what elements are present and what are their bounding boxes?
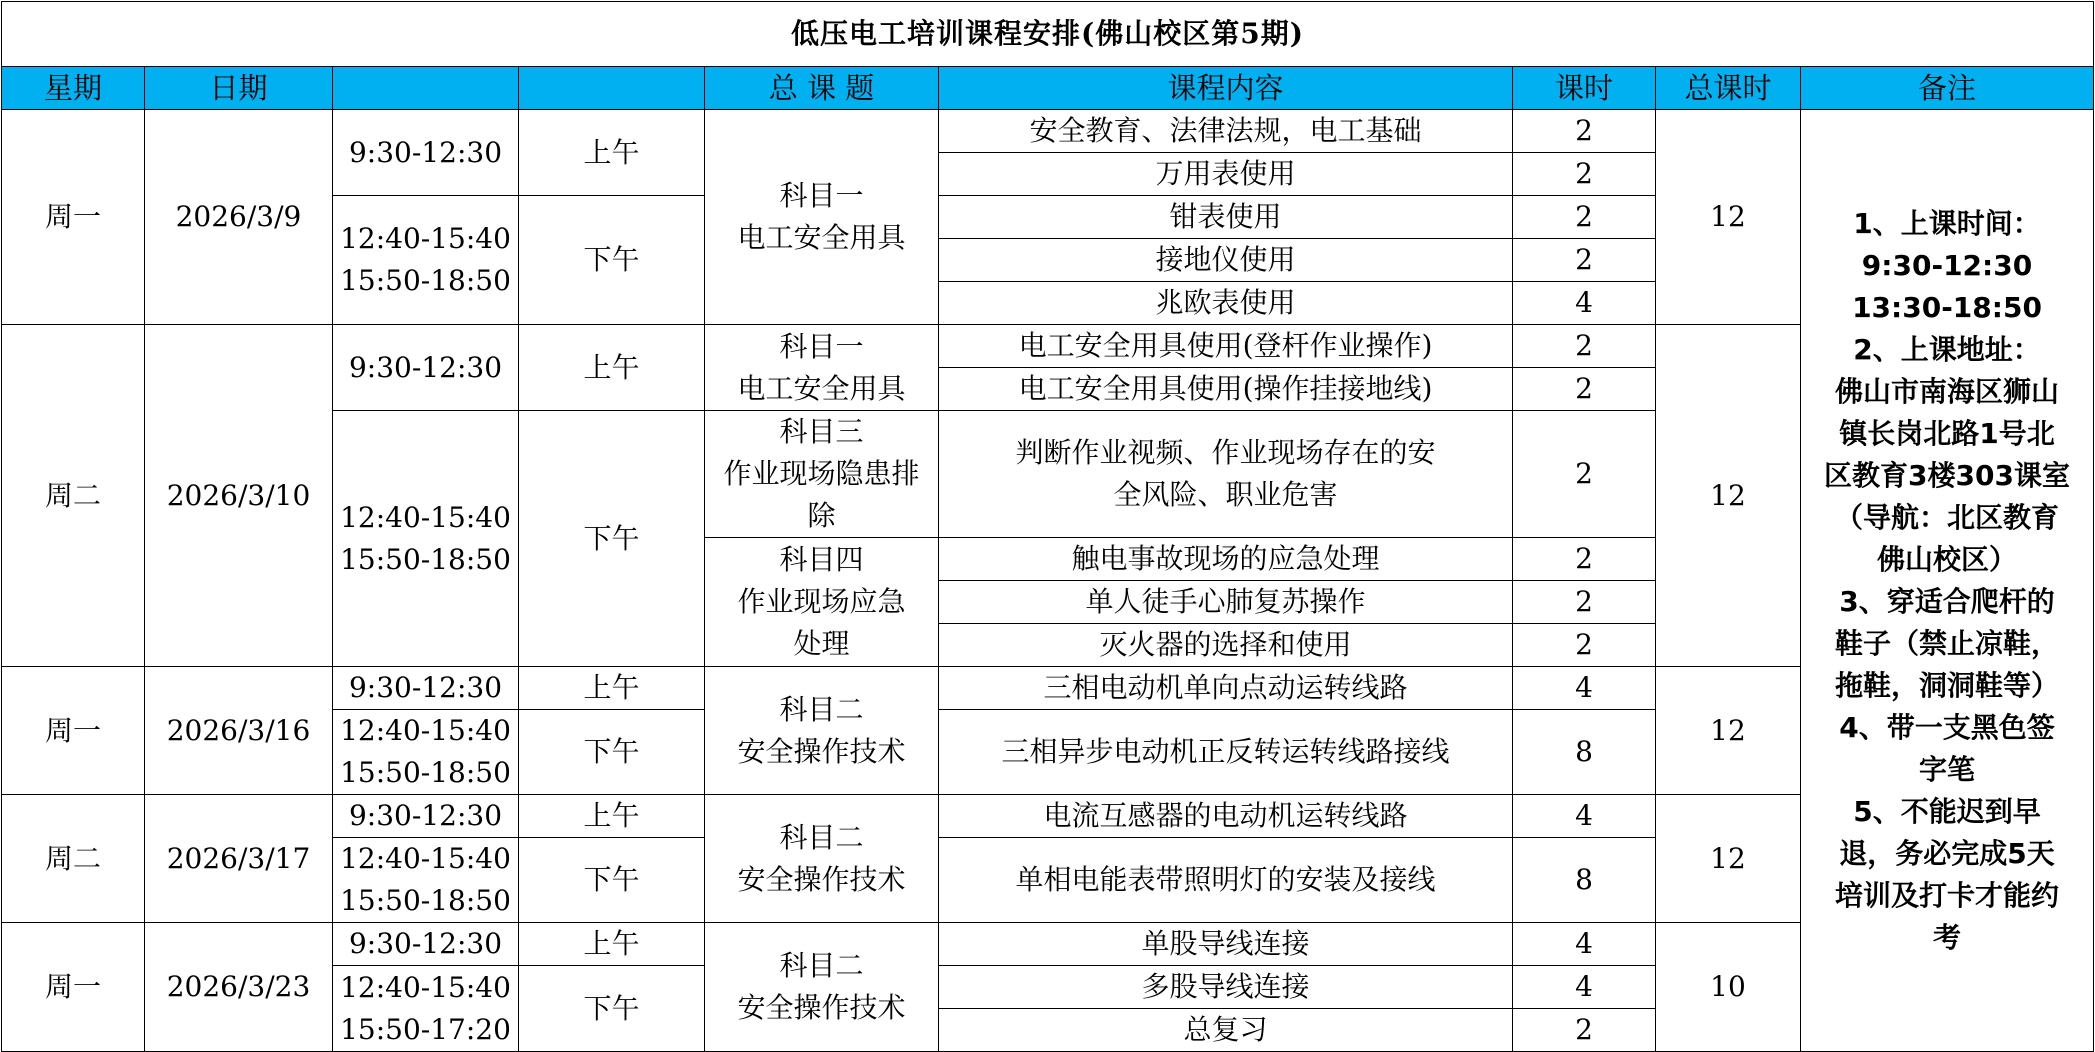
content-cell: 安全教育、法律法规，电工基础 (939, 110, 1513, 153)
time-cell: 9:30-12:30 (333, 795, 519, 838)
topic-cell (705, 411, 939, 538)
time-line: 12:40-15:40 (340, 970, 511, 1004)
time-cell (333, 196, 519, 325)
hours-cell: 4 (1513, 923, 1656, 966)
note-line: 1、上课时间： (1853, 206, 2041, 240)
header-time (333, 67, 519, 110)
total-hours-cell: 12 (1656, 667, 1801, 795)
topic-cell (705, 325, 939, 411)
note-line: 佛山校区） (1876, 542, 2017, 576)
content-cell: 电工安全用具使用(登杆作业操作) (939, 325, 1513, 368)
session-cell: 下午 (519, 710, 705, 795)
hours-cell: 4 (1513, 667, 1656, 710)
topic-line: 科目二 (779, 949, 864, 982)
session-cell: 上午 (519, 795, 705, 838)
hours-cell: 2 (1513, 538, 1656, 581)
note-line: 3、穿适合爬杆的 (1839, 584, 2055, 618)
content-cell: 电工安全用具使用(操作挂接地线) (939, 368, 1513, 411)
hours-cell: 2 (1513, 368, 1656, 411)
table-row (2, 325, 2094, 368)
header-content: 课程内容 (939, 67, 1513, 110)
time-line: 12:40-15:40 (340, 714, 511, 747)
time-line: 12:40-15:40 (340, 500, 511, 534)
note-line: 4、带一支黑色签 (1839, 710, 2055, 744)
note-line: （导航：北区教育 (1834, 500, 2059, 534)
topic-line: 科目二 (779, 820, 864, 854)
note-line: 鞋子（禁止凉鞋， (1834, 626, 2059, 660)
content-cell: 单人徒手心肺复苏操作 (939, 581, 1513, 624)
session-cell: 上午 (519, 923, 705, 966)
header-date: 日期 (145, 67, 333, 110)
time-cell: 9:30-12:30 (333, 325, 519, 411)
table-row (2, 795, 2094, 838)
topic-line: 科目一 (779, 179, 864, 212)
session-cell: 下午 (519, 838, 705, 923)
total-hours-cell: 12 (1656, 795, 1801, 923)
hours-cell: 8 (1513, 710, 1656, 795)
date-cell: 2026/3/17 (145, 795, 333, 923)
content-cell: 单相电能表带照明灯的安装及接线 (939, 838, 1513, 923)
time-cell: 9:30-12:30 (333, 923, 519, 966)
total-hours-cell: 10 (1656, 923, 1801, 1052)
time-cell: 9:30-12:30 (333, 667, 519, 710)
topic-line: 科目一 (779, 329, 864, 363)
time-cell (333, 710, 519, 795)
note-line: 9:30-12:30 (1861, 248, 2033, 282)
topic-line: 科目四 (779, 543, 864, 576)
weekday-cell: 周一 (2, 923, 145, 1052)
topic-line: 作业现场隐患排 (723, 457, 920, 490)
weekday-cell: 周一 (2, 667, 145, 795)
content-cell: 多股导线连接 (939, 966, 1513, 1009)
date-cell: 2026/3/23 (145, 923, 333, 1052)
topic-line: 安全操作技术 (737, 734, 906, 768)
session-cell: 下午 (519, 196, 705, 325)
hours-cell: 2 (1513, 1009, 1656, 1052)
total-hours-cell: 12 (1656, 325, 1801, 667)
session-cell: 上午 (519, 110, 705, 196)
time-cell (333, 966, 519, 1052)
session-cell: 下午 (519, 966, 705, 1052)
table-row (2, 110, 2094, 153)
header-total-hours: 总课时 (1656, 67, 1801, 110)
note-line: 考 (1932, 920, 1961, 954)
header-topic: 总 课 题 (705, 67, 939, 110)
session-cell: 下午 (519, 411, 705, 667)
hours-cell: 2 (1513, 110, 1656, 153)
topic-line: 处理 (793, 627, 850, 660)
topic-cell (705, 538, 939, 667)
topic-cell (705, 667, 939, 795)
schedule-table (1, 1, 2094, 1052)
note-line: 拖鞋，洞洞鞋等） (1834, 668, 2059, 702)
session-cell: 上午 (519, 667, 705, 710)
date-cell: 2026/3/10 (145, 325, 333, 667)
header-hours: 课时 (1513, 67, 1656, 110)
weekday-cell: 周二 (2, 795, 145, 923)
note-line: 镇长岗北路1号北 (1839, 416, 2055, 450)
topic-line: 作业现场应急 (737, 585, 906, 618)
table-row (2, 923, 2094, 966)
hours-cell: 4 (1513, 966, 1656, 1009)
total-hours-cell: 12 (1656, 110, 1801, 325)
time-line: 15:50-18:50 (340, 884, 511, 917)
note-line: 2、上课地址： (1853, 332, 2041, 366)
topic-cell (705, 923, 939, 1052)
hours-cell: 2 (1513, 196, 1656, 239)
date-cell: 2026/3/16 (145, 667, 333, 795)
topic-cell (705, 110, 939, 325)
note-line: 13:30-18:50 (1852, 290, 2042, 324)
header-row (2, 67, 2094, 110)
time-cell: 9:30-12:30 (333, 110, 519, 196)
topic-line: 安全操作技术 (737, 862, 906, 896)
topic-line: 电工安全用具 (737, 221, 906, 254)
header-notes: 备注 (1801, 67, 2094, 110)
header-session (519, 67, 705, 110)
content-cell: 三相异步电动机正反转运转线路接线 (939, 710, 1513, 795)
content-cell: 灭火器的选择和使用 (939, 624, 1513, 667)
session-cell: 上午 (519, 325, 705, 411)
time-line: 15:50-18:50 (340, 542, 511, 576)
note-line: 5、不能迟到早 (1853, 794, 2041, 828)
topic-line: 科目二 (779, 692, 864, 726)
content-cell: 兆欧表使用 (939, 282, 1513, 325)
content-cell: 触电事故现场的应急处理 (939, 538, 1513, 581)
hours-cell: 2 (1513, 153, 1656, 196)
content-cell: 总复习 (939, 1009, 1513, 1052)
time-line: 12:40-15:40 (340, 222, 511, 255)
hours-cell: 2 (1513, 624, 1656, 667)
hours-cell: 4 (1513, 282, 1656, 325)
topic-line: 除 (807, 499, 836, 532)
time-cell (333, 838, 519, 923)
content-cell: 电流互感器的电动机运转线路 (939, 795, 1513, 838)
content-cell: 钳表使用 (939, 196, 1513, 239)
time-line: 15:50-18:50 (340, 264, 511, 297)
topic-line: 科目三 (779, 415, 864, 448)
content-cell: 万用表使用 (939, 153, 1513, 196)
topic-line: 电工安全用具 (737, 371, 906, 405)
content-cell: 接地仪使用 (939, 239, 1513, 282)
time-line: 12:40-15:40 (340, 842, 511, 875)
weekday-cell: 周一 (2, 110, 145, 325)
hours-cell: 2 (1513, 581, 1656, 624)
time-line: 15:50-18:50 (340, 756, 511, 789)
note-line: 字笔 (1918, 752, 1975, 786)
content-line: 判断作业视频、作业现场存在的安 (1015, 436, 1436, 469)
topic-cell (705, 795, 939, 923)
hours-cell: 8 (1513, 838, 1656, 923)
table-row (2, 667, 2094, 710)
content-cell: 三相电动机单向点动运转线路 (939, 667, 1513, 710)
weekday-cell: 周二 (2, 325, 145, 667)
time-line: 15:50-17:20 (340, 1012, 511, 1046)
hours-cell: 4 (1513, 795, 1656, 838)
note-line: 退，务必完成5天 (1839, 836, 2055, 870)
page-title: 低压电工培训课程安排(佛山校区第5期) (2, 2, 2094, 67)
hours-cell: 2 (1513, 325, 1656, 368)
note-line: 佛山市南海区狮山 (1834, 374, 2059, 408)
note-line: 区教育3楼303课室 (1824, 458, 2070, 492)
note-line: 培训及打卡才能约 (1834, 878, 2059, 912)
header-weekday: 星期 (2, 67, 145, 110)
content-cell: 单股导线连接 (939, 923, 1513, 966)
notes-cell (1801, 110, 2094, 1052)
time-cell (333, 411, 519, 667)
topic-line: 安全操作技术 (737, 991, 906, 1024)
date-cell: 2026/3/9 (145, 110, 333, 325)
hours-cell: 2 (1513, 239, 1656, 282)
content-line: 全风险、职业危害 (1113, 478, 1338, 511)
hours-cell: 2 (1513, 411, 1656, 538)
content-cell (939, 411, 1513, 538)
